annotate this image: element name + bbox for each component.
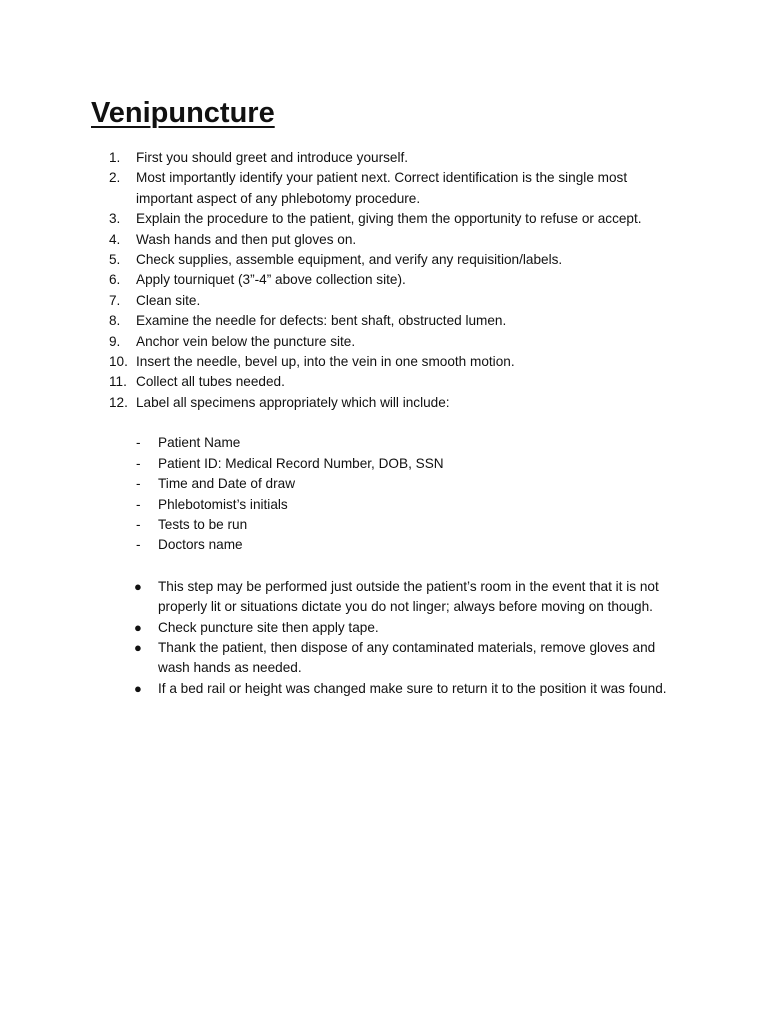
- step-item: [0, 168, 676, 209]
- step-item: [0, 209, 676, 229]
- step-item: [0, 393, 676, 413]
- label-item-text: Phlebotomist’s initials: [158, 496, 288, 512]
- step-number: 3.: [109, 211, 121, 227]
- step-item: [0, 332, 676, 352]
- notes-container: [0, 577, 683, 699]
- step-item: [0, 291, 676, 311]
- step-number: 9.: [109, 333, 121, 349]
- step-item: [0, 311, 676, 331]
- step-text: Label all specimens appropriately which will include:: [136, 394, 450, 410]
- dash-marker: -: [136, 435, 141, 451]
- label-item: [0, 515, 683, 535]
- step-text: First you should greet and introduce yourself.: [136, 150, 409, 165]
- step-item: [0, 372, 676, 392]
- step-text: Apply tourniquet (3”-4” above collection site).: [136, 272, 406, 288]
- step-number: 5.: [109, 252, 121, 268]
- step-text: Anchor vein below the puncture site.: [136, 333, 356, 349]
- note-text: Check puncture site then apply tape.: [158, 619, 379, 635]
- label-item: [0, 433, 683, 453]
- step-number: 8.: [109, 313, 121, 329]
- procedure-steps-list: [0, 148, 683, 699]
- step-number: 11.: [109, 374, 127, 390]
- label-item-text: Doctors name: [158, 537, 243, 553]
- step-number: 7.: [109, 292, 121, 308]
- step-text: Examine the needle for defects: bent shaft, obstructed lumen.: [136, 313, 507, 329]
- step-number: 12.: [109, 394, 128, 410]
- step-text: Insert the needle, bevel up, into the vein in one smooth motion.: [136, 354, 515, 370]
- dash-marker: -: [136, 496, 141, 512]
- step-item: [0, 230, 676, 250]
- note-text: If a bed rail or height was changed make sure to return it to the position it was found.: [158, 680, 667, 696]
- label-item-text: Patient ID: Medical Record Number, DOB, SSN: [158, 455, 444, 471]
- label-item: [0, 495, 683, 515]
- label-item: [0, 454, 683, 474]
- step-text: Clean site.: [136, 292, 201, 308]
- step-text: Explain the procedure to the patient, giving them the opportunity to refuse or accept.: [136, 211, 642, 227]
- step-item: [0, 270, 676, 290]
- bullet-marker: ●: [134, 639, 142, 655]
- bullet-marker: ●: [134, 578, 142, 594]
- step-text: Most importantly identify your patient next. Correct identification is the single most important aspect of any phlebotomy procedure.: [136, 170, 628, 206]
- dash-marker: -: [136, 516, 141, 532]
- note-text: Thank the patient, then dispose of any contaminated materials, remove gloves and wash hands as needed.: [158, 639, 656, 676]
- step-number: 2.: [109, 170, 121, 186]
- dash-marker: -: [136, 537, 141, 553]
- step-number: 4.: [109, 231, 121, 247]
- label-item-text: Time and Date of draw: [158, 476, 296, 492]
- spacer: [0, 413, 683, 433]
- label-item: [0, 535, 683, 555]
- step-number: 10.: [109, 354, 128, 370]
- label-item-text: Patient Name: [158, 435, 241, 451]
- label-item: [0, 474, 683, 494]
- step-text: Wash hands and then put gloves on.: [136, 231, 357, 247]
- label-item-text: Tests to be run: [158, 516, 248, 532]
- step-item: [0, 352, 676, 372]
- label-items-container: [0, 433, 683, 555]
- note-item: [0, 618, 683, 638]
- dash-marker: -: [136, 455, 141, 471]
- label-items-list: [0, 433, 683, 555]
- step-number: 6.: [109, 272, 121, 288]
- note-item: [0, 638, 683, 679]
- step-item: [0, 148, 676, 168]
- bullet-marker: ●: [134, 680, 142, 696]
- dash-marker: -: [136, 476, 141, 492]
- bullet-marker: ●: [134, 619, 142, 635]
- note-item: [0, 679, 683, 699]
- step-number: 1.: [109, 150, 121, 165]
- note-text: This step may be performed just outside the patient’s room in the event that it is not properly lit or situations dictate you do not linger; always before moving on though.: [158, 578, 659, 615]
- step-item: [0, 250, 676, 270]
- document-title: Venipuncture: [91, 97, 275, 129]
- step-text: Collect all tubes needed.: [136, 374, 285, 390]
- spacer: [0, 556, 683, 577]
- step-text: Check supplies, assemble equipment, and verify any requisition/labels.: [136, 252, 563, 268]
- note-item: [0, 577, 683, 618]
- notes-bullet-list: [0, 577, 683, 699]
